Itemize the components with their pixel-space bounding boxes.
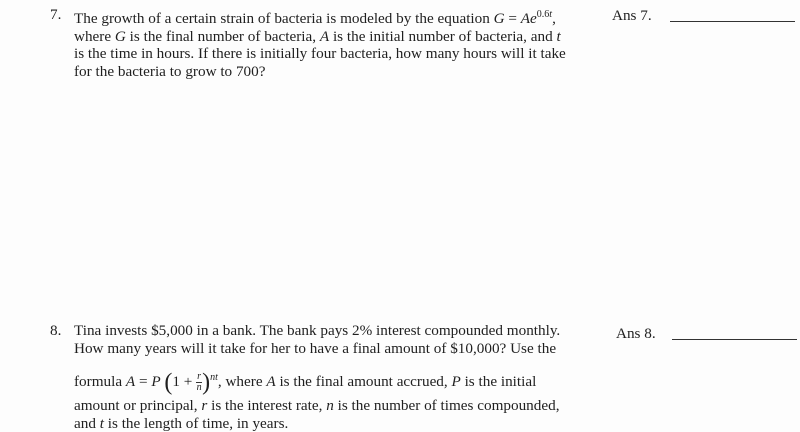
answer-label: Ans 8. [616,325,656,342]
problem-line: Tina invests $5,000 in a bank. The bank pays 2% interest compounded monthly. [74,322,561,339]
problem-line: is the time in hours. If there is initially four bacteria, how many hours will it take [74,45,566,63]
problem-line: The growth of a certain strain of bacteria is modeled by the equation $G = Ae^{0.6t}$, [74,9,556,28]
answer-label: Ans 7. [612,7,652,24]
problem-line: for the bacteria to grow to 700? [74,62,266,80]
problem-line: and t is the length of time, in years. [74,414,289,432]
fraction: $\frac{r}{n}$ [196,371,202,394]
problem-line: How many years will it take for her to have a final amount of $10,000? Use the [74,339,557,357]
answer-blank[interactable] [670,21,795,22]
problem-line: amount or principal, r is the interest rate, n is the number of times compounded, [74,397,560,415]
problem-text [74,6,610,80]
formula-line: formula A = P (1 + $\frac{r}{n}$ )$^{nt}$, where A is the final amount accrued, P is the initial [74,369,537,396]
problem-text [74,322,610,432]
problem-number: 7. [50,6,62,23]
problem-8 [50,322,610,432]
answer-8 [616,325,797,343]
problem-number: 8. [50,322,62,339]
problem-line: where G is the final number of bacteria, A is the initial number of bacteria, and t [74,27,561,45]
answer-7 [612,7,795,25]
answer-blank[interactable] [672,339,797,340]
problem-7 [50,6,610,80]
